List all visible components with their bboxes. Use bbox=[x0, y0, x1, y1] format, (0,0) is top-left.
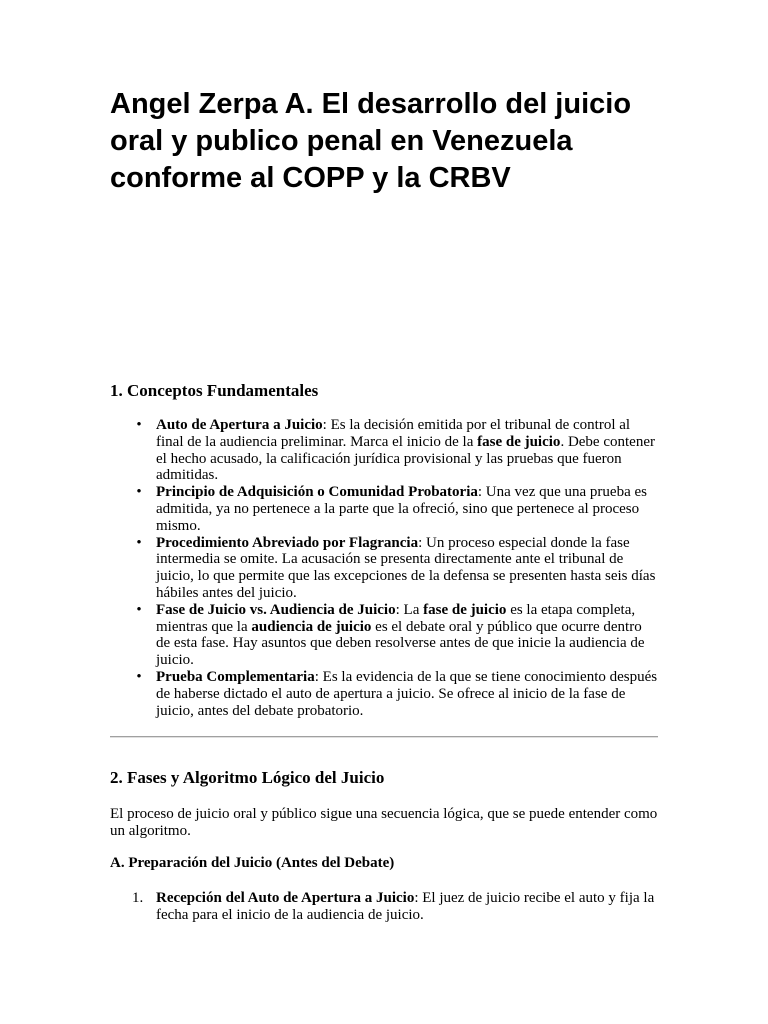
item-text: es la etapa completa, mientras que la bbox=[156, 601, 636, 635]
item-text: : Un proceso especial donde la fase intermedia se omite. La acusación se presenta directamente ante el tribunal de juicio, lo que permite que las excepciones de la defensa se presenten hasta seis días hábiles antes del juicio. bbox=[156, 534, 656, 601]
step-number: 1. bbox=[132, 890, 144, 906]
bullet-icon: • bbox=[136, 484, 142, 501]
list-item bbox=[110, 535, 658, 602]
term-label: Prueba Complementaria bbox=[156, 668, 315, 685]
term-label: Procedimiento Abreviado por Flagrancia bbox=[156, 534, 419, 551]
term-label: Recepción del Auto de Apertura a Juicio bbox=[156, 890, 415, 906]
emphasis-text: fase de juicio bbox=[477, 433, 561, 450]
list-item bbox=[110, 484, 658, 534]
list-item bbox=[110, 669, 658, 719]
concepts-list bbox=[110, 417, 658, 719]
section-2-intro: El proceso de juicio oral y público sigue una secuencia lógica, que se puede entender como un algoritmo. bbox=[110, 806, 658, 839]
document-title: Angel Zerpa A. El desarrollo del juicio oral y publico penal en Venezuela conforme al COPP y la CRBV bbox=[110, 88, 632, 194]
section-2-heading: 2. Fases y Algoritmo Lógico del Juicio bbox=[110, 768, 385, 787]
item-text: : La bbox=[395, 601, 424, 618]
item-text: es el debate oral y público que ocurre dentro de esta fase. Hay asuntos que deben resolverse antes de que inicie la audiencia de juicio. bbox=[156, 618, 645, 669]
horizontal-divider bbox=[110, 736, 658, 738]
emphasis-text: fase de juicio bbox=[423, 601, 507, 618]
list-item bbox=[110, 602, 658, 669]
emphasis-text: audiencia de juicio bbox=[251, 618, 372, 635]
item-text: : El juez de juicio recibe el auto y fija la fecha para el inicio de la audiencia de juicio. bbox=[156, 890, 655, 923]
list-item bbox=[110, 890, 658, 924]
item-text: : Es la evidencia de la que se tiene conocimiento después de haberse dictado el auto de apertura a juicio. Se ofrece al inicio de la fase de juicio, antes del debate probatorio. bbox=[156, 668, 658, 719]
section-1-heading: 1. Conceptos Fundamentales bbox=[110, 381, 319, 400]
bullet-icon: • bbox=[136, 417, 142, 433]
term-label: Fase de Juicio vs. Audiencia de Juicio bbox=[156, 601, 396, 618]
subsection-a-heading: A. Preparación del Juicio (Antes del Debate) bbox=[110, 855, 395, 871]
list-item bbox=[110, 417, 658, 484]
term-label: Principio de Adquisición o Comunidad Probatoria bbox=[156, 484, 478, 501]
item-text: . Debe contener el hecho acusado, la calificación jurídica provisional y las pruebas que fueron admitidas. bbox=[156, 433, 655, 484]
bullet-icon: • bbox=[136, 534, 142, 551]
item-text: : Una vez que una prueba es admitida, ya no pertenece a la parte que la ofreció, sino que pertenece al proceso mismo. bbox=[156, 484, 647, 534]
bullet-icon: • bbox=[136, 601, 142, 618]
item-text: : Es la decisión emitida por el tribunal de control al final de la audiencia preliminar. Marca el inicio de la bbox=[156, 417, 631, 450]
term-label: Auto de Apertura a Juicio bbox=[156, 417, 323, 433]
bullet-icon: • bbox=[136, 668, 142, 685]
steps-list bbox=[110, 890, 658, 924]
